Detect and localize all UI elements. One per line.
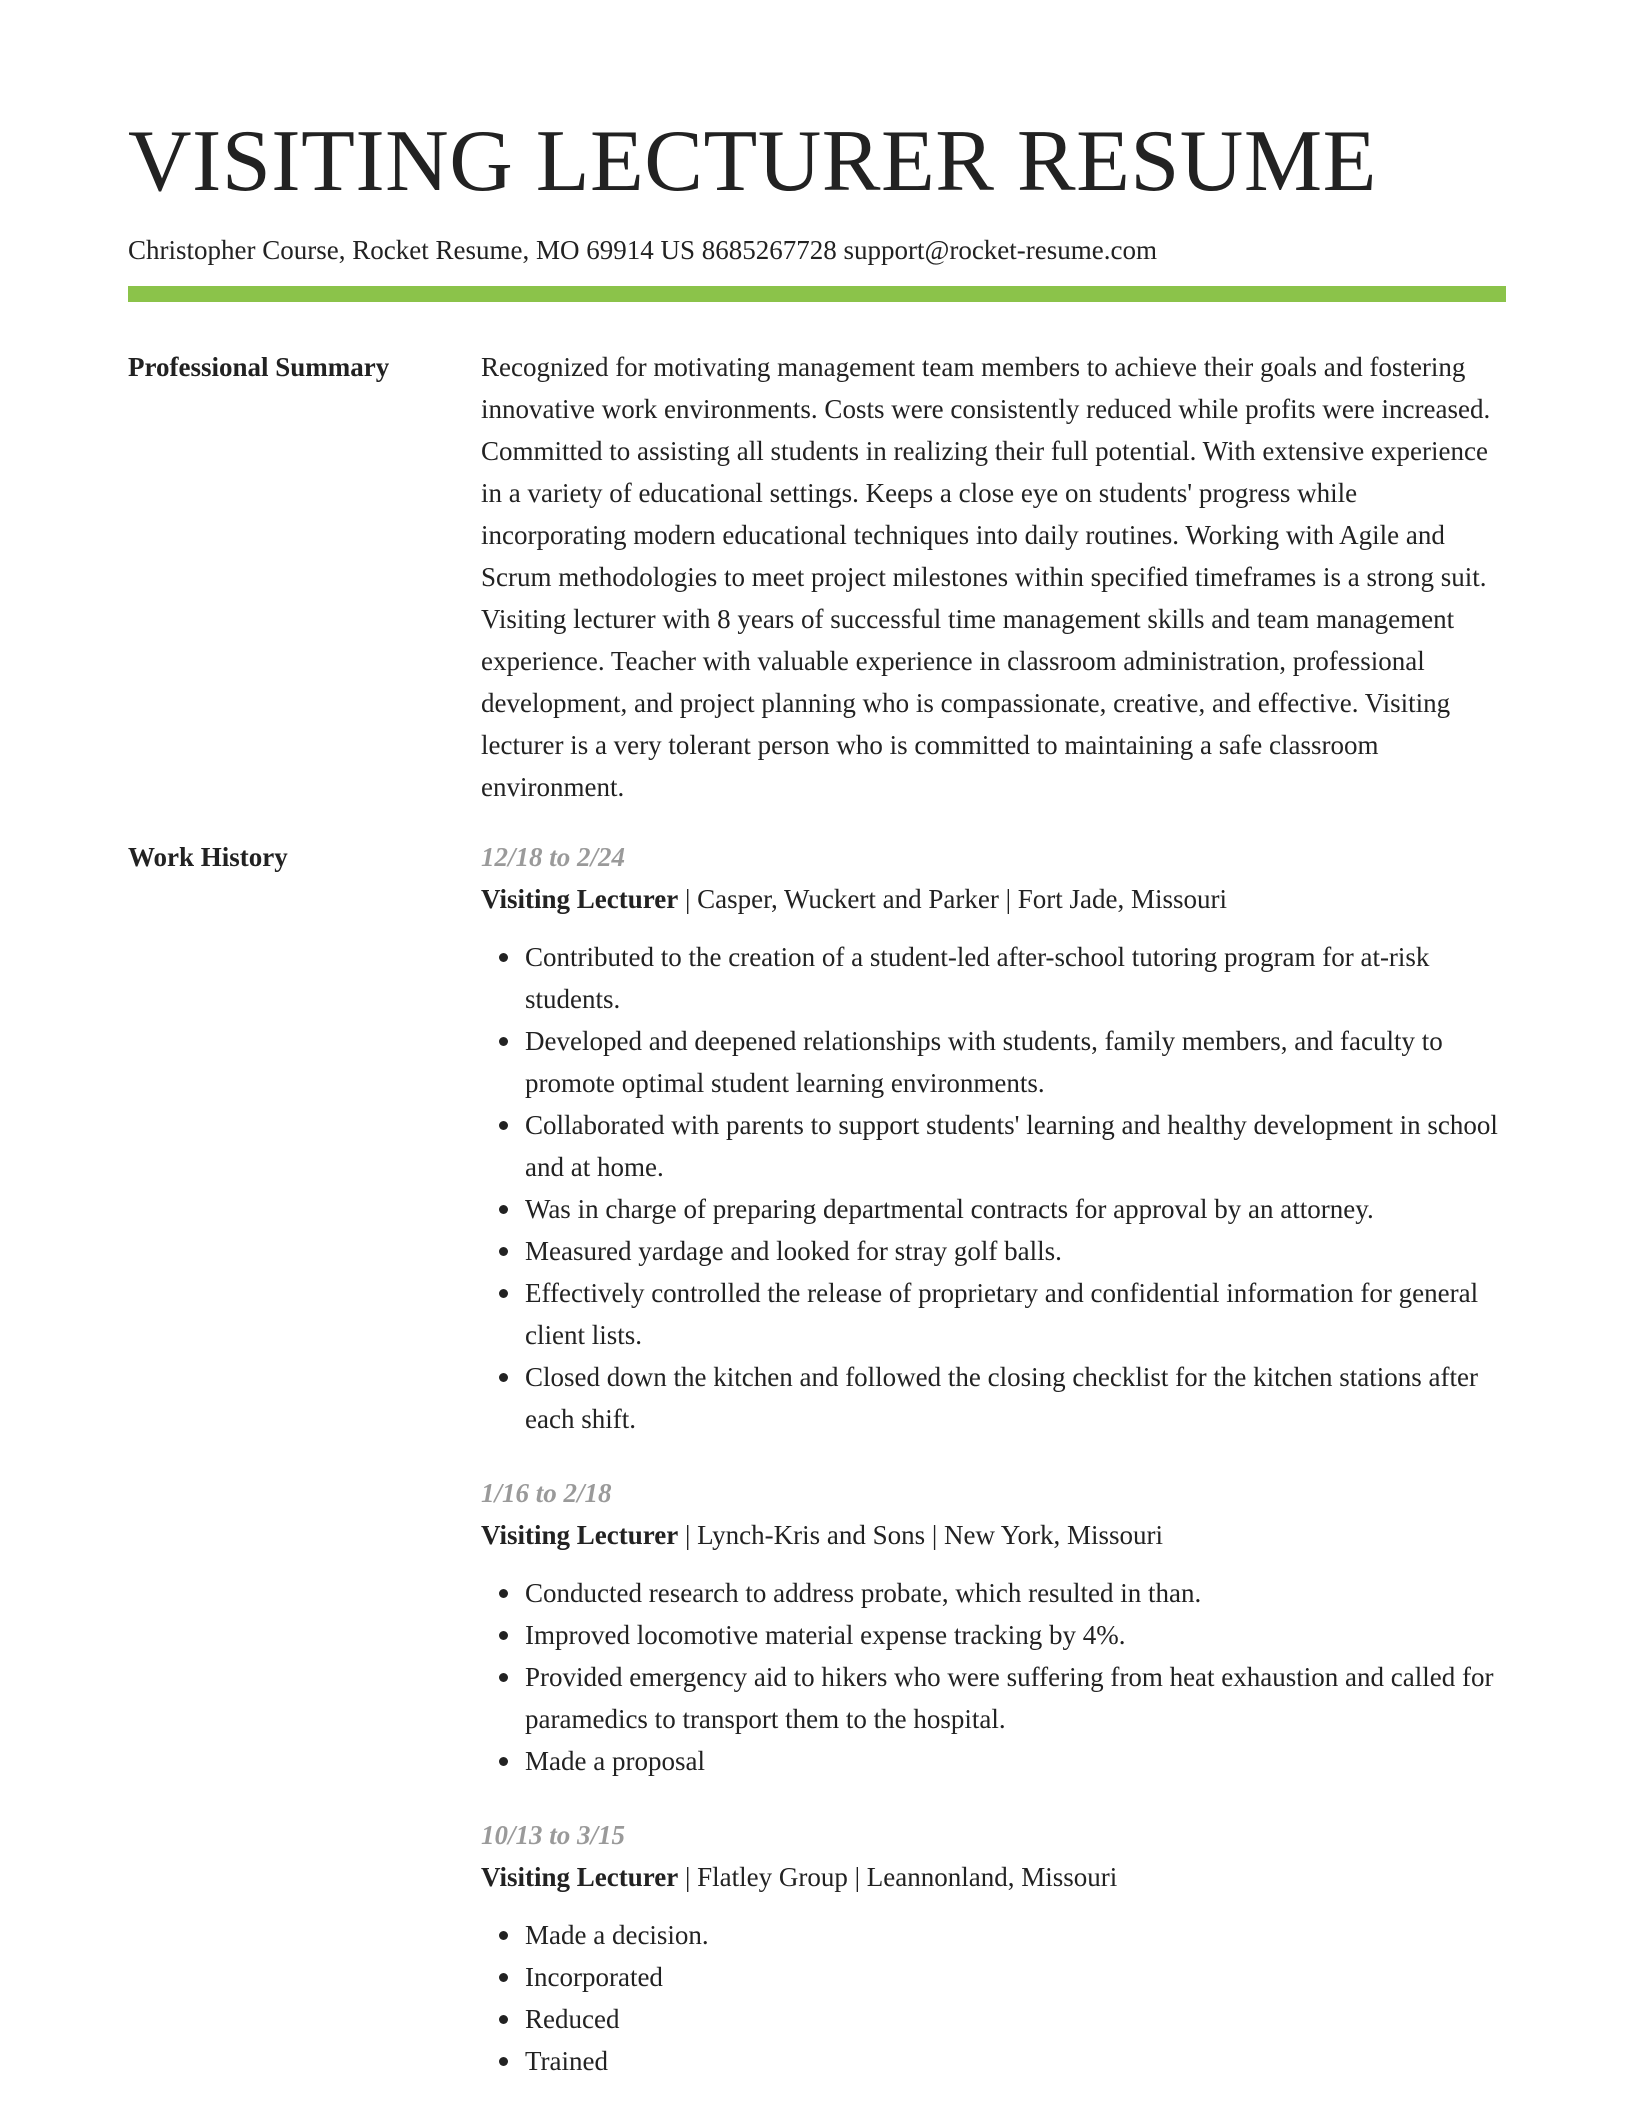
job-heading <box>481 1856 1506 1898</box>
bullet-item: Measured yardage and looked for stray golf balls. <box>525 1230 1506 1272</box>
resume-title: VISITING LECTURER RESUME <box>128 113 1377 210</box>
bullet-item: Conducted research to address probate, which resulted in than. <box>525 1572 1506 1614</box>
bullet-item: Was in charge of preparing departmental contracts for approval by an attorney. <box>525 1188 1506 1230</box>
bullet-item: Closed down the kitchen and followed the closing checklist for the kitchen stations after each shift. <box>525 1356 1506 1440</box>
job-dates: 1/16 to 2/18 <box>481 1478 612 1508</box>
contact-line: Christopher Course, Rocket Resume, MO 69914 US 8685267728 support@rocket-resume.com <box>128 235 1157 265</box>
bullet-item: Made a proposal <box>525 1740 1506 1782</box>
bullet-item: Made a decision. <box>525 1914 1506 1956</box>
bullet-item: Developed and deepened relationships with students, family members, and faculty to promote optimal student learning environments. <box>525 1020 1506 1104</box>
bullet-item: Incorporated <box>525 1956 1506 1998</box>
summary-text: Recognized for motivating management team members to achieve their goals and fostering innovative work environments. Costs were consistently reduced while profits were increased. Committed to assisting all students in realizing their full potential. With extensive experience in a variety of educational settings. Keeps a close eye on students' progress while incorporating modern educational techniques into daily routines. Working with Agile and Scrum methodologies to meet project milestones within specified timeframes is a strong suit. Visiting lecturer with 8 years of successful time management skills and team management experience. Teacher with valuable experience in classroom administration, professional development, and project planning who is compassionate, creative, and effective. Visiting lecturer is a very tolerant person who is committed to maintaining a safe classroom environment. <box>481 352 1491 802</box>
job-title: Visiting Lecturer <box>481 1520 679 1550</box>
bullet-item: Reduced <box>525 1998 1506 2040</box>
job-entry <box>481 1472 1506 1782</box>
job-heading <box>481 1514 1506 1556</box>
bullet-item: Effectively controlled the release of proprietary and confidential information for general client lists. <box>525 1272 1506 1356</box>
job-bullets <box>481 936 1506 1440</box>
work-history-body <box>481 836 1506 2082</box>
summary-body <box>481 346 1506 808</box>
job-dates: 12/18 to 2/24 <box>481 842 626 872</box>
job-entry <box>481 836 1506 1440</box>
job-entry <box>481 1814 1506 2082</box>
bullet-item: Provided emergency aid to hikers who were suffering from heat exhaustion and called for paramedics to transport them to the hospital. <box>525 1656 1506 1740</box>
bullet-item: Trained <box>525 2040 1506 2082</box>
job-details: | Lynch-Kris and Sons | New York, Missouri <box>678 1520 1164 1550</box>
bullet-item: Collaborated with parents to support students' learning and healthy development in school and at home. <box>525 1104 1506 1188</box>
job-dates: 10/13 to 3/15 <box>481 1820 626 1850</box>
job-title: Visiting Lecturer <box>481 884 679 914</box>
work-history-label: Work History <box>128 842 288 872</box>
job-title: Visiting Lecturer <box>481 1862 679 1892</box>
job-details: | Casper, Wuckert and Parker | Fort Jade, Missouri <box>678 884 1227 914</box>
bullet-item: Improved locomotive material expense tracking by 4%. <box>525 1614 1506 1656</box>
summary-label: Professional Summary <box>128 352 390 382</box>
job-bullets <box>481 1914 1506 2082</box>
job-details: | Flatley Group | Leannonland, Missouri <box>678 1862 1118 1892</box>
job-heading <box>481 878 1506 920</box>
job-bullets <box>481 1572 1506 1782</box>
header-divider <box>128 286 1506 302</box>
bullet-item: Contributed to the creation of a student-led after-school tutoring program for at-risk students. <box>525 936 1506 1020</box>
